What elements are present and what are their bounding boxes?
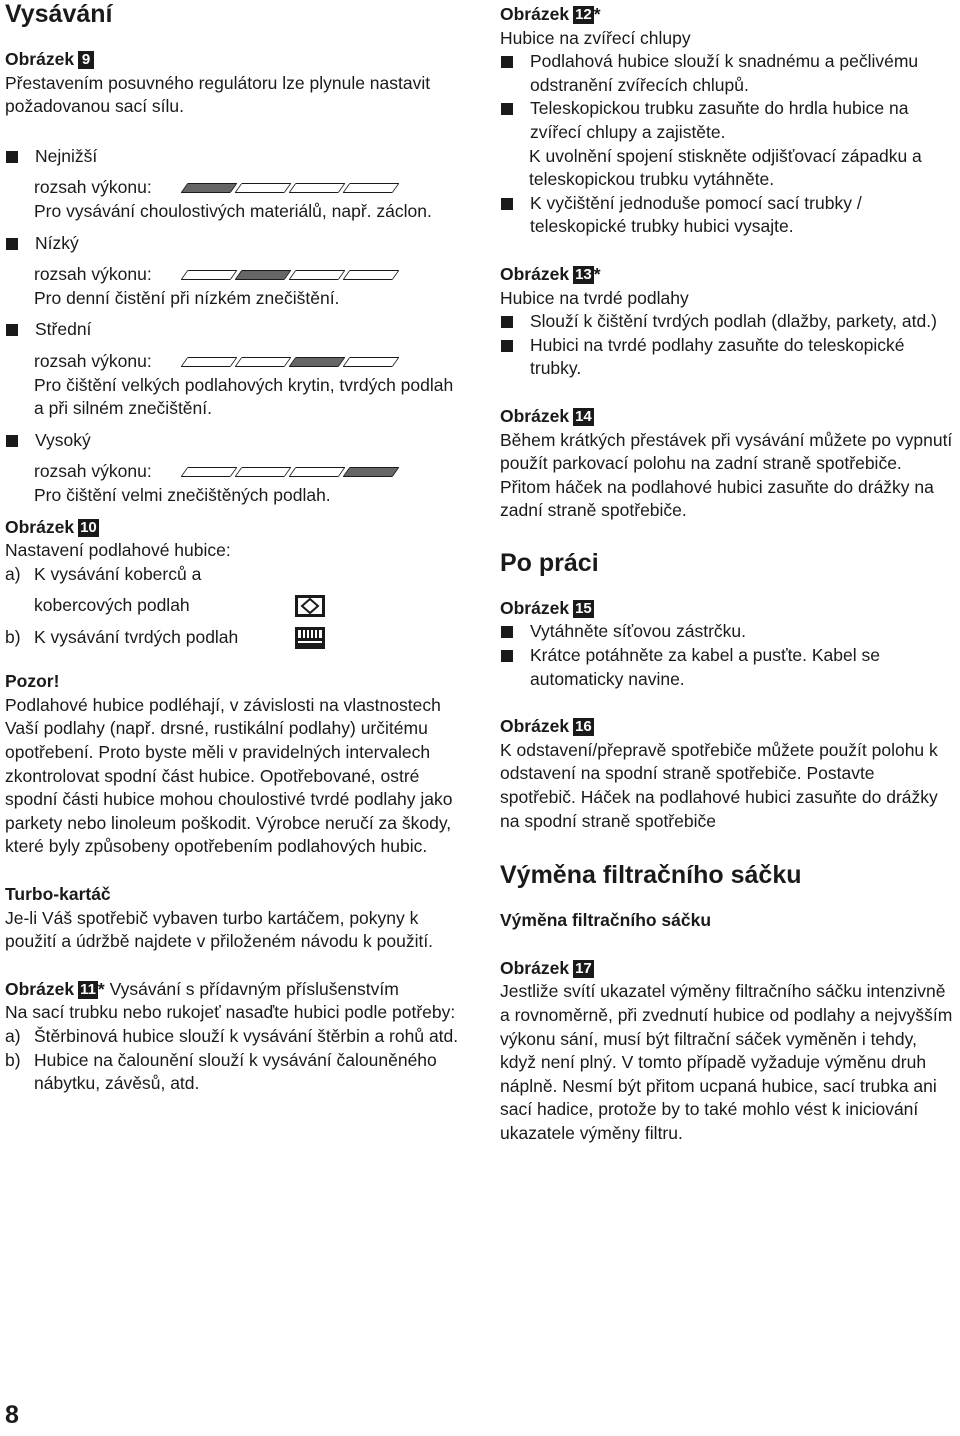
fig13-label: Obrázek: [500, 263, 570, 284]
section-title-filter-change: Výměna filtračního sáčku: [500, 861, 802, 890]
power-bar-active: [288, 357, 345, 367]
fig16-heading: [500, 715, 955, 739]
power-range-row: [5, 176, 465, 200]
fig11-intro: Na sací trubku nebo rukojeť nasaďte hubici podle potřeby:: [5, 1002, 456, 1023]
fig16-text: K odstavení/přepravě spotřebiče můžete použít polohu k odstavení na spodní straně spotřebiče. Postavte spotřebič. Háček na podlahové hubici zasuňte do drážky na spodní straně spotřebiče: [500, 739, 938, 831]
warning-title: Pozor!: [5, 671, 60, 692]
warning-text: Podlahové hubice podléhají, v závislosti na vlastnostech Vaší podlahy (např. drsné, rustikální podlahy) určitému opotřebení. Proto byste měli v pravidelných intervalech zkontrolovat spodní část hubice. Opotřebované, ostré spodní části hubice mohou choulostivé tvrdé podlahy jako parkety nebo linoleum poškodit. Výrobce neručí za škody, které byly způsobeny opotřebením podlahových hubic.: [5, 694, 453, 857]
fig12-bullet-2-cont: K uvolnění spojení stiskněte odjišťovací západku a teleskopickou trubku vytáhněte.: [529, 145, 922, 190]
fig9-intro: Přestavením posuvného regulátoru lze plynule nastavit požadovanou sací sílu.: [5, 72, 431, 117]
power-indicator: [184, 357, 396, 367]
fig17-number: 17: [575, 959, 592, 977]
power-bar: [234, 183, 291, 193]
power-range-label: rozsah výkonu:: [34, 350, 152, 371]
turbo-text: Je-li Váš spotřebič vybaven turbo kartáčem, pokyny k použití a údržbě najdete v přiloženém návodu k použití.: [5, 907, 434, 952]
power-level-name: Střední: [5, 318, 465, 342]
option-a-line2: kobercových podlah: [34, 595, 190, 616]
fig12-number: 12: [575, 6, 592, 23]
power-levels: [5, 145, 465, 508]
fig11-a-text: Štěrbinová hubice slouží k vysávání štěrbin a rohů atd.: [34, 1026, 459, 1046]
fig12-title: Hubice na zvířecí chlupy: [500, 27, 691, 48]
option-a-label: a): [5, 563, 21, 584]
fig10-option-a-cont: [5, 594, 465, 618]
power-indicator: [184, 467, 396, 477]
power-range-row: [5, 263, 465, 287]
power-level-desc: Pro čištění velkých podlahových krytin, tvrdých podlah a při silném znečištění.: [34, 374, 454, 419]
fig13-title: Hubice na tvrdé podlahy: [500, 287, 689, 308]
fig12-label: Obrázek: [500, 4, 570, 24]
fig10-label: Obrázek: [5, 516, 75, 537]
fig13-star: *: [593, 263, 601, 284]
fig11-star: *: [97, 978, 105, 999]
carpet-mode-icon: [294, 594, 326, 618]
fig10-option-b: [5, 626, 465, 650]
fig11-title: Vysávání s přídavným příslušenstvím: [109, 978, 399, 999]
fig11-option-a: [5, 1025, 465, 1049]
right-column: [500, 0, 955, 1146]
power-range-row: [5, 350, 465, 374]
fig10-number: 10: [80, 518, 97, 536]
filter-subtitle: Výměna filtračního sáčku: [500, 910, 712, 931]
power-bar-active: [342, 467, 399, 477]
power-level-item: [5, 232, 465, 311]
power-bar: [288, 183, 345, 193]
power-level-item: [5, 145, 465, 224]
fig11-b-label: b): [5, 1049, 21, 1070]
power-bar: [180, 270, 237, 280]
option-a-line1: K vysávání koberců a: [34, 563, 202, 584]
power-range-label: rozsah výkonu:: [34, 461, 152, 482]
power-bar: [234, 357, 291, 367]
turbo-title: Turbo-kartáč: [5, 884, 111, 905]
fig11-label: Obrázek: [5, 978, 75, 999]
section-title-after-work: Po práci: [500, 548, 599, 577]
fig17-label: Obrázek: [500, 957, 570, 978]
fig14-number: 14: [575, 407, 592, 425]
fig14-label: Obrázek: [500, 405, 570, 426]
fig12-bullet-2: Teleskopickou trubku zasuňte do hrdla hubice na zvířecí chlupy a zajistěte.: [500, 97, 955, 144]
power-indicator: [184, 270, 396, 280]
fig12-heading: [500, 3, 955, 27]
fig10-intro: Nastavení podlahové hubice:: [5, 540, 231, 561]
power-level-desc: Pro vysávání choulostivých materiálů, např. záclon.: [34, 200, 432, 221]
section-title-vacuuming: Vysávání: [5, 0, 113, 28]
fig17-text: Jestliže svítí ukazatel výměny filtračního sáčku intenzivně a rovnoměrně, při zvednutí hubice od podlahy a nejvyšším výkonu sání, musí být filtrační sáček vyměněn i tehdy, když není plný. V tomto případě vyžaduje výměnu druh náplně. Nesmí být přitom ucpaná hubice, sací trubka ani sací hadice, protože by to také mohlo vést k iniciování ukazatele výměny filtru.: [500, 981, 953, 1143]
power-range-row: [5, 460, 465, 484]
hard-floor-mode-icon: [294, 626, 326, 650]
fig11-number: 11: [80, 980, 96, 998]
fig12-bullet-3: K vyčištění jednoduše pomocí sací trubky / teleskopické trubky hubici vysajte.: [500, 192, 955, 239]
power-bar: [288, 467, 345, 477]
option-b-text: K vysávání tvrdých podlah: [34, 627, 239, 648]
power-bar-active: [180, 183, 237, 193]
power-bar: [180, 357, 237, 367]
fig16-number: 16: [575, 718, 592, 736]
power-range-label: rozsah výkonu:: [34, 177, 152, 198]
fig13-number: 13: [575, 265, 592, 283]
power-level-item: [5, 318, 465, 420]
fig15-bullet-1: Vytáhněte síťovou zástrčku.: [500, 620, 955, 644]
left-column: [5, 0, 465, 1096]
fig14-heading: [500, 405, 955, 429]
fig11-heading: [5, 978, 465, 1002]
fig9-number: 9: [78, 51, 94, 69]
power-bar: [342, 270, 399, 280]
fig12-star: *: [593, 4, 601, 24]
power-range-label: rozsah výkonu:: [34, 264, 152, 285]
power-bar: [342, 183, 399, 193]
power-level-name: Nízký: [5, 232, 465, 256]
fig15-label: Obrázek: [500, 597, 570, 618]
fig11-a-label: a): [5, 1026, 21, 1046]
fig14-text: Během krátkých přestávek při vysávání můžete po vypnutí použít parkovací polohu na zadní straně spotřebiče. Přitom háček na podlahové hubici zasuňte do drážky na zadní straně spotřebiče.: [500, 429, 953, 521]
fig9-label: Obrázek: [5, 49, 75, 69]
fig11-option-b: [5, 1049, 465, 1096]
page-number: 8: [5, 1401, 19, 1429]
fig15-bullet-2: Krátce potáhněte za kabel a pusťte. Kabel se automaticky navine.: [500, 644, 955, 691]
fig13-bullet-1: Slouží k čištění tvrdých podlah (dlažby, parkety, atd.): [500, 310, 955, 334]
fig10-option-a: [5, 563, 465, 587]
power-level-desc: Pro denní čistění při nízkém znečištění.: [34, 287, 340, 308]
power-level-desc: Pro čištění velmi znečištěných podlah.: [34, 484, 331, 505]
fig11-b-text: Hubice na čalounění slouží k vysávání čalouněného nábytku, závěsů, atd.: [34, 1049, 437, 1094]
fig15-heading: [500, 597, 955, 621]
power-indicator: [184, 183, 396, 193]
fig16-label: Obrázek: [500, 716, 570, 737]
fig12-bullet-1: Podlahová hubice slouží k snadnému a pečlivému odstranění zvířecích chlupů.: [500, 50, 955, 97]
fig13-heading: [500, 263, 955, 287]
fig13-bullet-2: Hubici na tvrdé podlahy zasuňte do teleskopické trubky.: [500, 334, 955, 381]
fig15-number: 15: [575, 599, 592, 617]
fig10-heading: [5, 516, 465, 540]
power-bar: [342, 357, 399, 367]
power-bar: [180, 467, 237, 477]
fig9-heading: [5, 48, 465, 72]
option-b-label: b): [5, 627, 21, 648]
power-level-name: Nejnižší: [5, 145, 465, 169]
fig17-heading: [500, 957, 955, 981]
power-bar: [234, 467, 291, 477]
power-bar: [288, 270, 345, 280]
power-level-item: [5, 429, 465, 508]
power-level-name: Vysoký: [5, 429, 465, 453]
power-bar-active: [234, 270, 291, 280]
